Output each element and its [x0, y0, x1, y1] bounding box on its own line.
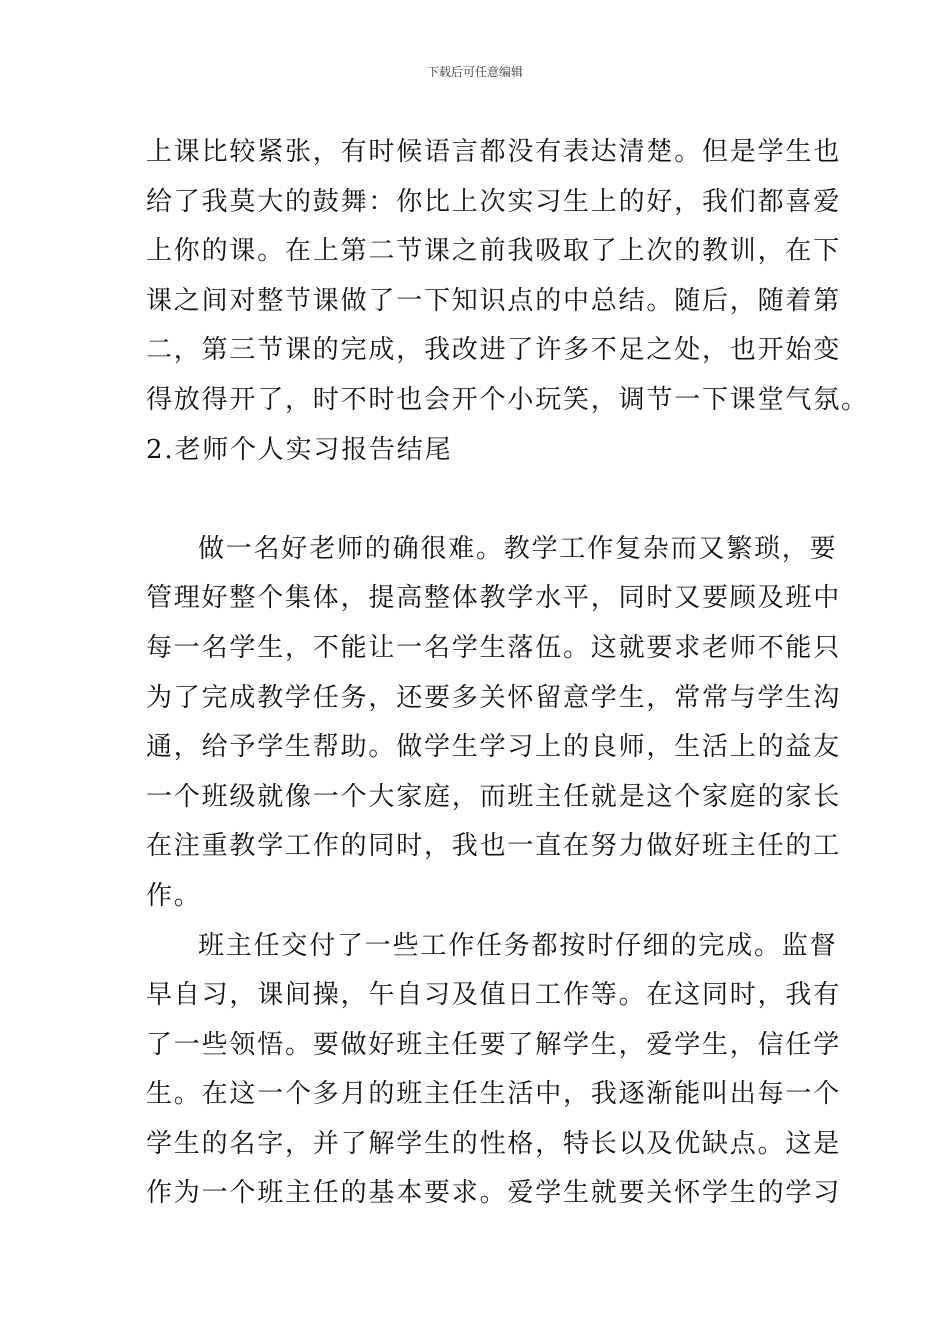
text-line: 在注重教学工作的同时，我也一直在努力做好班主任的工 [146, 831, 842, 862]
page-header: 下载后可任意编辑 [426, 65, 523, 79]
text-line: 通，给予学生帮助。做学生学习上的良师，生活上的益友 [146, 732, 842, 763]
text-line: 做一名好老师的确很难。教学工作复杂而又繁琐，要 [198, 533, 838, 564]
text-line: 生。在这一个多月的班主任生活中，我逐渐能叫出每一个 [146, 1079, 842, 1110]
text-line: 作。 [146, 880, 202, 911]
text-line: 二，第三节课的完成，我改进了许多不足之处，也开始变 [146, 335, 842, 366]
text-line: 作为一个班主任的基本要求。爱学生就要关怀学生的学习 [146, 1178, 842, 1209]
text-line: 为了完成教学任务，还要多关怀留意学生，常常与学生沟 [146, 682, 842, 713]
paragraph-gap [146, 475, 808, 525]
text-line: 了一些领悟。要做好班主任要了解学生，爱学生，信任学 [146, 1029, 842, 1060]
section-heading: 2.老师个人实习报告结尾 [146, 434, 453, 465]
text-line: 早自习，课间操，午自习及值日工作等。在这同时，我有 [146, 980, 842, 1011]
text-line: 给了我莫大的鼓舞：你比上次实习生上的好，我们都喜爱 [146, 186, 842, 217]
text-line: 一个班级就像一个大家庭，而班主任就是这个家庭的家长 [146, 781, 842, 812]
text-line: 上课比较紧张，有时候语言都没有表达清楚。但是学生也 [146, 137, 842, 167]
document-body [146, 128, 869, 1219]
text-line: 管理好整个集体，提高整体教学水平，同时又要顾及班中 [146, 583, 842, 614]
text-line: 上你的课。在上第二节课之前我吸取了上次的教训，在下 [146, 236, 842, 267]
text-line: 班主任交付了一些工作任务都按时仔细的完成。监督 [198, 930, 838, 961]
text-line: 得放得开了，时不时也会开个小玩笑，调节一下课堂气氛。 [146, 384, 869, 415]
text-line: 课之间对整节课做了一下知识点的中总结。随后，随着第 [146, 285, 842, 316]
text-line: 学生的名字，并了解学生的性格，特长以及优缺点。这是 [146, 1128, 842, 1159]
text-line: 每一名学生，不能让一名学生落伍。这就要求老师不能只 [146, 632, 842, 663]
